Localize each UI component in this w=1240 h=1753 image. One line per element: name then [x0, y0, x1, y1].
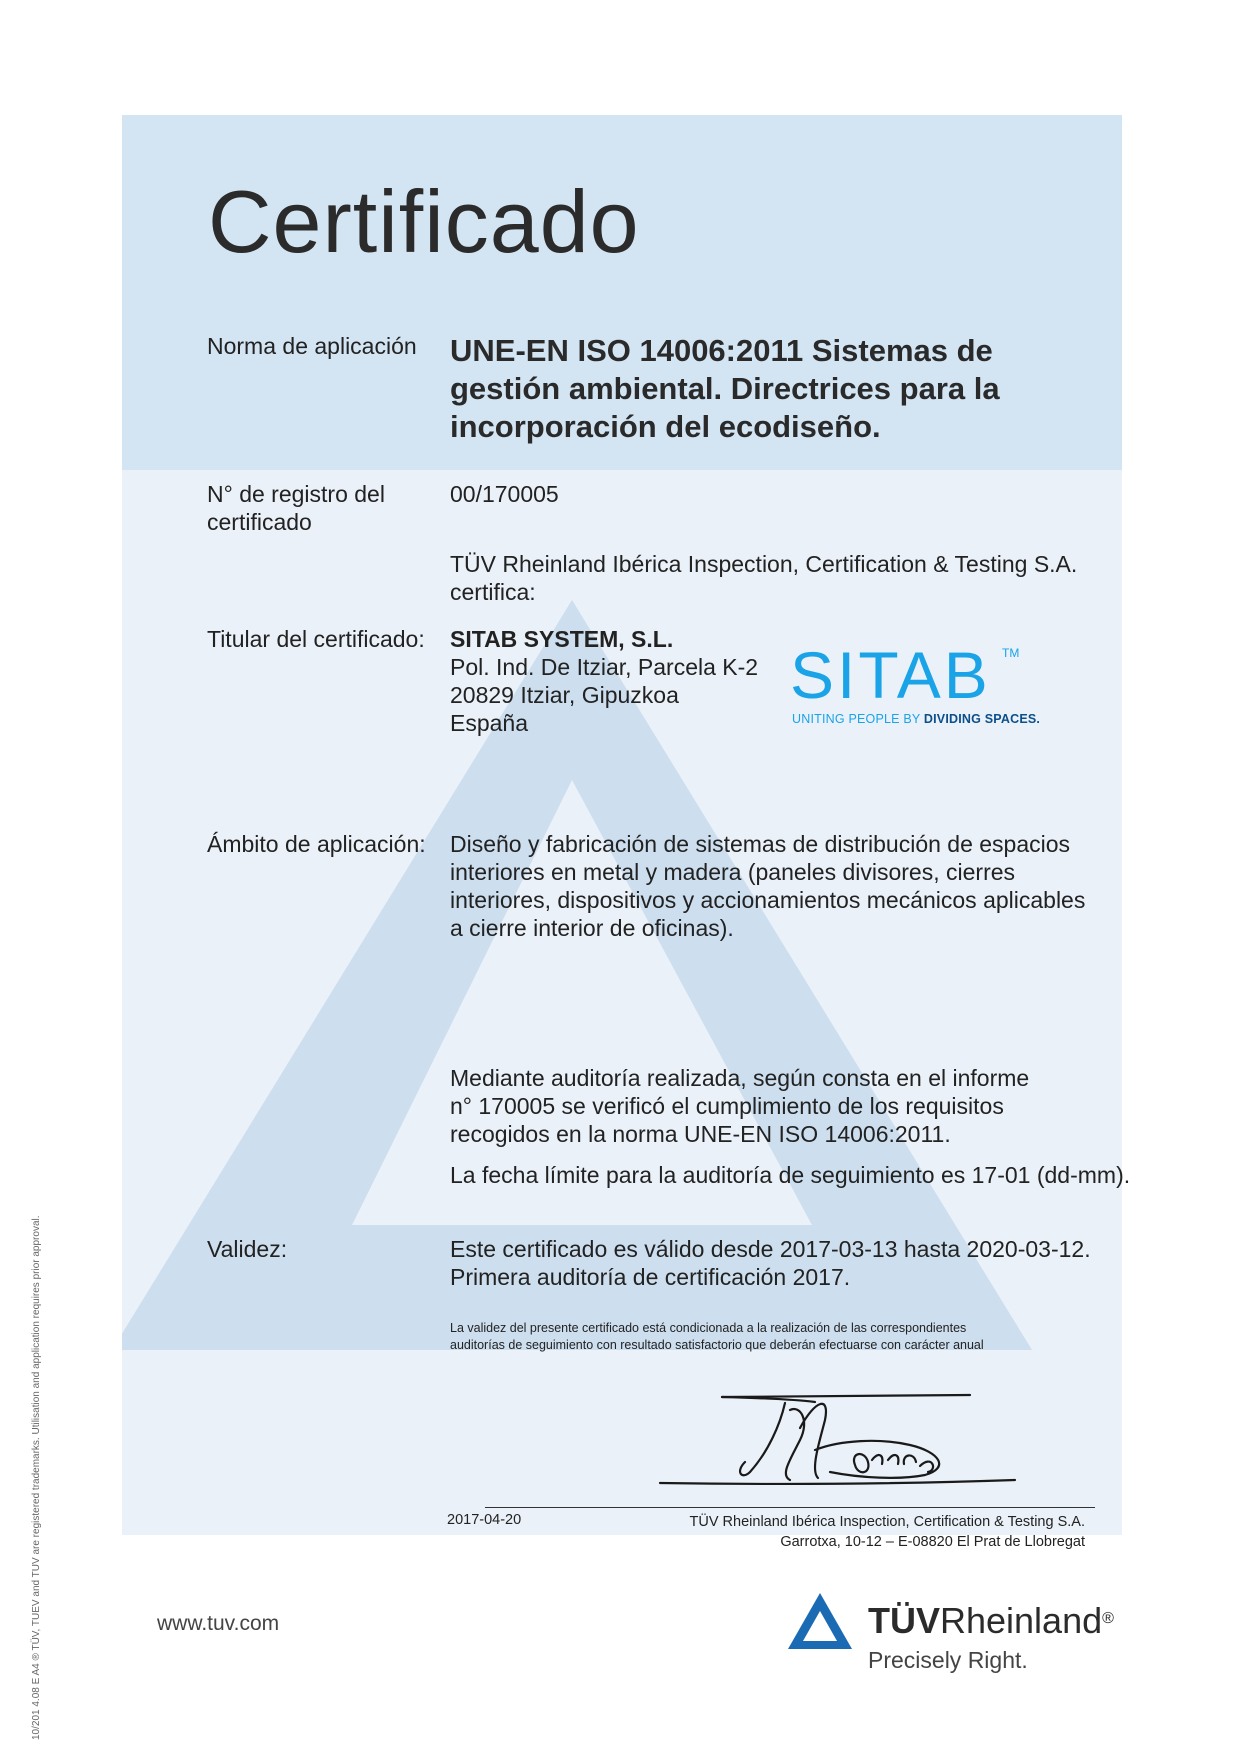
holder-address-line3: España [450, 710, 529, 736]
page-title: Certificado [208, 172, 640, 271]
tuv-brand [868, 1601, 1114, 1641]
sitab-slogan-dark: DIVIDING SPACES. [923, 712, 1041, 726]
validity-label: Validez: [207, 1236, 288, 1262]
validity-note-line1: La validez del presente certificado está condicionada a la realización de las correspondientes [450, 1321, 967, 1335]
registration-label [207, 480, 385, 536]
standard-value: UNE-EN ISO 14006:2011 Sistemas de gestión ambiental. Directrices para la incorporación del ecodiseño. [450, 333, 1000, 444]
scope-line2: interiores en metal y madera (paneles divisores, cierres [450, 859, 1016, 885]
holder-address-line1: Pol. Ind. De Itziar, Parcela K-2 [450, 654, 759, 680]
audit-line1: Mediante auditoría realizada, según consta en el informe [450, 1065, 1030, 1091]
sitab-logo [790, 638, 1041, 730]
registration-number: 00/170005 [450, 481, 559, 507]
certifier-line2: certifica: [450, 579, 536, 605]
audit-line3: recogidos en la norma UNE-EN ISO 14006:2011. [450, 1121, 951, 1147]
certifier-line1: TÜV Rheinland Ibérica Inspection, Certification & Testing S.A. [450, 551, 1078, 577]
sitab-logo-tm: TM [1002, 646, 1020, 660]
signature-line [485, 1507, 1095, 1508]
tuv-brand-light: Rheinland [940, 1600, 1103, 1641]
signature-date: 2017-04-20 [447, 1512, 522, 1528]
scope-text [450, 830, 1085, 942]
holder-label: Titular del certificado: [207, 626, 425, 652]
standard-label: Norma de aplicación [207, 333, 417, 359]
audit-followup: La fecha límite para la auditoría de seguimiento es 17-01 (dd-mm). [450, 1162, 1131, 1188]
issuer-address: Garrotxa, 10-12 – E-08820 El Prat de Llobregat [780, 1534, 1085, 1550]
tuv-tagline: Precisely Right. [868, 1647, 1028, 1673]
tuv-triangle-icon [786, 1591, 854, 1651]
holder-name: SITAB SYSTEM, S.L. [450, 626, 674, 652]
sitab-logo-word: SITAB [790, 638, 991, 712]
validity-line1: Este certificado es válido desde 2017-03-13 hasta 2020-03-12. [450, 1236, 1091, 1262]
validity-note [450, 1320, 984, 1354]
scope-line4: a cierre interior de oficinas). [450, 915, 734, 941]
scope-line1: Diseño y fabricación de sistemas de distribución de espacios [450, 831, 1071, 857]
audit-line2: n° 170005 se verificó el cumplimiento de los requisitos [450, 1093, 1004, 1119]
issuer-name: TÜV Rheinland Ibérica Inspection, Certification & Testing S.A. [689, 1514, 1085, 1530]
registration-label-line1: N° de registro del [207, 481, 385, 507]
holder-address-line2: 20829 Itziar, Gipuzkoa [450, 682, 679, 708]
validity-text [450, 1235, 1091, 1291]
handwritten-signature [640, 1380, 1030, 1500]
validity-note-line2: auditorías de seguimiento con resultado satisfactorio que deberán efectuarse con carácter anual [450, 1338, 984, 1352]
issuer-block [600, 1512, 1085, 1552]
scope-label: Ámbito de aplicación: [207, 831, 426, 857]
certifier-statement [450, 550, 1077, 606]
tuv-rheinland-logo [786, 1585, 1126, 1695]
sitab-slogan-light: UNITING PEOPLE BY [792, 712, 921, 726]
validity-line2: Primera auditoría de certificación 2017. [450, 1264, 851, 1290]
sitab-logo-slogan [792, 712, 1040, 726]
website-link[interactable]: www.tuv.com [157, 1612, 280, 1635]
audit-text [450, 1064, 1029, 1148]
registration-label-line2: certificado [207, 509, 312, 535]
holder-block [450, 625, 758, 737]
tuv-brand-bold: TÜV [868, 1600, 940, 1641]
tuv-registered-mark: ® [1102, 1610, 1114, 1627]
scope-line3: interiores, dispositivos y accionamientos mecánicos aplicables [450, 887, 1086, 913]
side-trademark-note: 10/201 4.08 E A4 ® TÜV, TUEV and TUV are registered trademarks. Utilisation and application requires prior approval. [31, 1215, 42, 1740]
